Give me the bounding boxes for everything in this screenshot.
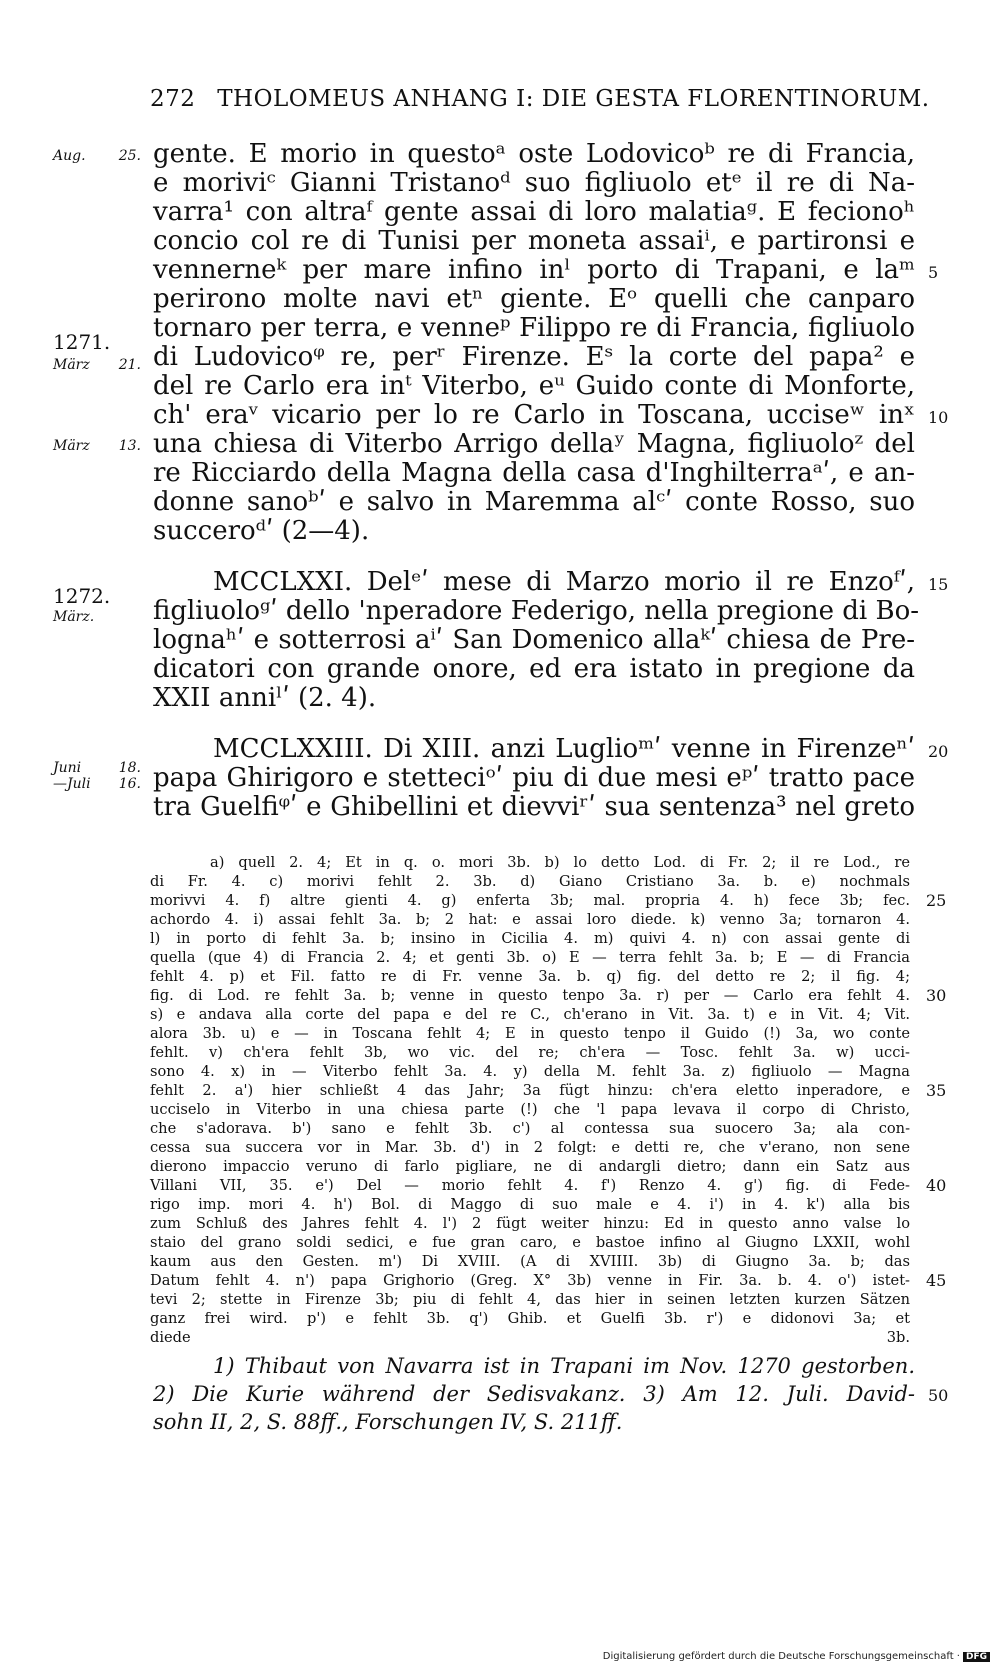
note-line: 2) Die Kurie während der Sedisvakanz. 3) Am 12. Juli. David- 50 — [153, 1382, 949, 1406]
apparatus-line: dierono impaccio veruno di farlo pigliare, ne di andargli dietro; dann ein Satz aus — [150, 1158, 910, 1175]
text-line: März 13. una chiesa di Viterbo Arrigo dellaʸ Magna, figliuoloᶻ del — [53, 429, 915, 459]
apparatus-line: kaum aus den Gesten. m') Di XVIII. (A di XVIIII. 3b) di Giugno 3a. b; das — [150, 1253, 910, 1270]
margin-date-marz: März. — [53, 609, 95, 625]
apparatus-line: Villani VII, 35. e') Del — morio fehlt 4. f') Renzo 4. g') fig. di Fede- 40 — [150, 1176, 947, 1195]
text-line: e moriviᶜ Gianni Tristanoᵈ suo figliuolo etᵉ il re di Na- — [153, 168, 915, 198]
text-line: Aug. 25. gente. E morio in questoᵃ oste Lodovicoᵇ re di Francia, — [53, 139, 915, 169]
apparatus-line: alora 3b. u) e — in Toscana fehlt 4; E in questo tenpo il Guido (!) 3a, wo conte — [150, 1025, 910, 1042]
margin-date-aug25: Aug. 25. — [53, 148, 141, 164]
text-line: succeroᵈʹ (2—4). — [153, 516, 370, 546]
apparatus-line: tevi 2; stette in Firenze 3b; piu di fehlt 4, das hier in seinen letzten kurzen Sätzen — [150, 1291, 910, 1308]
apparatus-line: ucciselo in Viterbo in una chiesa parte (!) che 'l papa levava il corpo di Christo, — [150, 1101, 910, 1118]
text-line: 1272. MCCLXXI. Delᵉʹ mese di Marzo morio il re Enzoᶠʹ, 15 — [153, 568, 915, 597]
line-number: 5 — [928, 263, 939, 282]
text-line: varra¹ con altraᶠ gente assai di loro malatiaᵍ. E fecionoʰ — [153, 197, 915, 227]
line-number: 15 — [928, 575, 949, 594]
apparatus-line: ganz frei wird. p') e fehlt 3b. q') Ghib. et Guelfi 3b. r') e didonovi 3a; et — [150, 1310, 910, 1327]
main-text — [53, 139, 949, 822]
line-number: 10 — [928, 408, 949, 427]
text-line: concio col re di Tunisi per moneta assaiⁱ, e partironsi e — [153, 226, 915, 256]
apparatus-line: fehlt 2. a') hier schließt 4 das Jahr; 3a fügt hinzu: ch'era eletto inperadore, e 35 — [150, 1081, 947, 1100]
note-line: 1) Thibaut von Navarra ist in Trapani im Nov. 1270 gestorben. — [213, 1354, 915, 1378]
credit-text: Digitalisierung gefördert durch die Deutsche Forschungsgemeinschaft · — [602, 1651, 960, 1662]
apparatus-line: fehlt. v) ch'era fehlt 3b, wo vic. del re; ch'era — Tosc. fehlt 3a. w) ucci- — [150, 1044, 910, 1061]
text-line: tra Guelfiᵠʹ e Ghibellini et dievviʳʹ sua sentenza³ nel greto — [153, 792, 915, 822]
dfg-logo: DFG — [963, 1652, 990, 1662]
apparatus-line: rigo imp. mori 4. h') Bol. di Maggo di suo male e 4. i') in 4. k') alla bis — [150, 1196, 910, 1213]
text-line: 1271. tornaro per terra, e venneᵖ Filippo re di Francia, figliuolo — [153, 314, 915, 343]
text-line: re Ricciardo della Magna della casa d'Inghilterraᵃʹ, e an- — [153, 458, 915, 488]
text-line: del re Carlo era inᵗ Viterbo, eᵘ Guido conte di Monforte, — [153, 371, 915, 401]
text-line: XXII anniˡʹ (2. 4). — [153, 683, 377, 713]
page-number: 272 — [150, 86, 196, 112]
text-line: lognaʰʹ e sotterrosi aⁱʹ San Domenico allaᵏʹ chiesa de Pre- — [153, 625, 915, 655]
apparatus-line: a) quell 2. 4; Et in q. o. mori 3b. b) lo detto Lod. di Fr. 2; il re Lod., re — [210, 854, 910, 871]
running-title: THOLOMEUS ANHANG I: DIE GESTA FLORENTINORUM. — [217, 86, 930, 112]
historical-notes — [153, 1352, 949, 1436]
apparatus-line: sono 4. x) in — Viterbo fehlt 3a. 4. y) della M. fehlt 3a. z) figliuolo — Magna — [150, 1063, 910, 1080]
apparatus-line: quella (que 4) di Francia 2. 4; et genti 3b. o) E — terra fehlt 3a. b; E — di Francia — [150, 949, 910, 966]
text-line: vennerneᵏ per mare infino inˡ porto di Trapani, e laᵐ 5 — [153, 255, 939, 285]
running-header — [150, 86, 930, 112]
margin-year-1271: 1271. — [53, 330, 111, 354]
note-line: sohn II, 2, S. 88ff., Forschungen IV, S. 211ff. — [153, 1410, 623, 1434]
margin-date-juli16: —Juli 16. — [53, 776, 141, 792]
margin-date-marz13: März 13. — [53, 438, 141, 454]
text-line: donne sanoᵇʹ e salvo in Maremma alᶜʹ conte Rosso, suo — [153, 487, 915, 517]
apparatus-line: zum Schluß des Jahres fehlt 4. l') 2 fügt weiter hinzu: Ed in questo anno valse lo — [150, 1215, 910, 1232]
apparatus-line: achordo 4. i) assai fehlt 3a. b; 2 hat: e assai loro diede. k) venno 3a; tornaron 4. — [150, 911, 910, 928]
margin-year-1272: 1272. — [53, 584, 111, 608]
apparatus-line: che s'adorava. b') sano e fehlt 3b. c') al contessa sua suocero 3a; ala con- — [150, 1120, 910, 1137]
apparatus-line: cessa sua succera vor in Mar. 3b. d') in 2 folgt: e detti re, che v'erano, non sene — [150, 1139, 910, 1156]
apparatus-line: Datum fehlt 4. n') papa Grighorio (Greg. X° 3b) venne in Fir. 3a. b. 4. o') istet- 45 — [150, 1271, 947, 1290]
apparatus-line: di Fr. 4. c) morivi fehlt 2. 3b. d) Giano Cristiano 3a. b. e) nochmals — [150, 873, 910, 890]
digitization-credit — [603, 1651, 990, 1662]
apparatus-line: fehlt 4. p) et Fil. fatto re di Fr. venne 3a. b. q) fig. del detto re 2; il fig. 4; — [150, 968, 910, 985]
text-line: März 21. di Ludovicoᵠ re, perʳ Firenze. Eˢ la corte del papa² e — [153, 343, 915, 372]
text-line: Juni 18. —Juli 16. papa Ghirigoro e stetteciᵒʹ piu di due mesi eᵖʹ tratto pace — [153, 764, 915, 793]
apparatus-line: staio del grano soldi sedici, e fue gran caro, e bastoe infino al Giugno LXXII, wohl — [150, 1234, 910, 1251]
text-line: ch' eraᵛ vicario per lo re Carlo in Toscana, ucciseʷ inˣ 10 — [153, 400, 949, 430]
critical-apparatus — [150, 853, 947, 1385]
margin-date-marz21: März 21. — [53, 357, 141, 373]
text-line: dicatori con grande onore, ed era istato in pregione da — [153, 654, 915, 684]
text-line: MCCLXXIII. Di XIII. anzi Luglioᵐʹ venne in Firenzeⁿʹ 20 — [213, 734, 949, 764]
apparatus-line: l) in porto di fehlt 3a. b; insino in Cicilia 4. m) quivi 4. n) con assai gente di — [150, 930, 910, 947]
apparatus-line: s) e andava alla corte del papa e del re C., ch'erano in Vit. 3a. t) e in Vit. 4; Vit. — [150, 1006, 910, 1023]
apparatus-line: fig. di Lod. re fehlt 3a. b; venne in questo tenpo 3a. r) per — Carlo era fehlt 4. 30 — [150, 986, 947, 1005]
text-line: März. figliuoloᵍʹ dello 'nperadore Federigo, nella pregione di Bo- — [153, 597, 915, 626]
line-number: 20 — [928, 742, 949, 761]
apparatus-line: diede 3b. — [150, 1329, 910, 1346]
apparatus-line: morivvi 4. f) altre gienti 4. g) enferta 3b; mal. propria 4. h) fece 3b; fec. 25 — [150, 891, 947, 910]
text-line: perirono molte navi etⁿ giente. Eᵒ quelli che canparo — [153, 284, 915, 314]
margin-date-juni18: Juni 18. — [53, 760, 141, 776]
